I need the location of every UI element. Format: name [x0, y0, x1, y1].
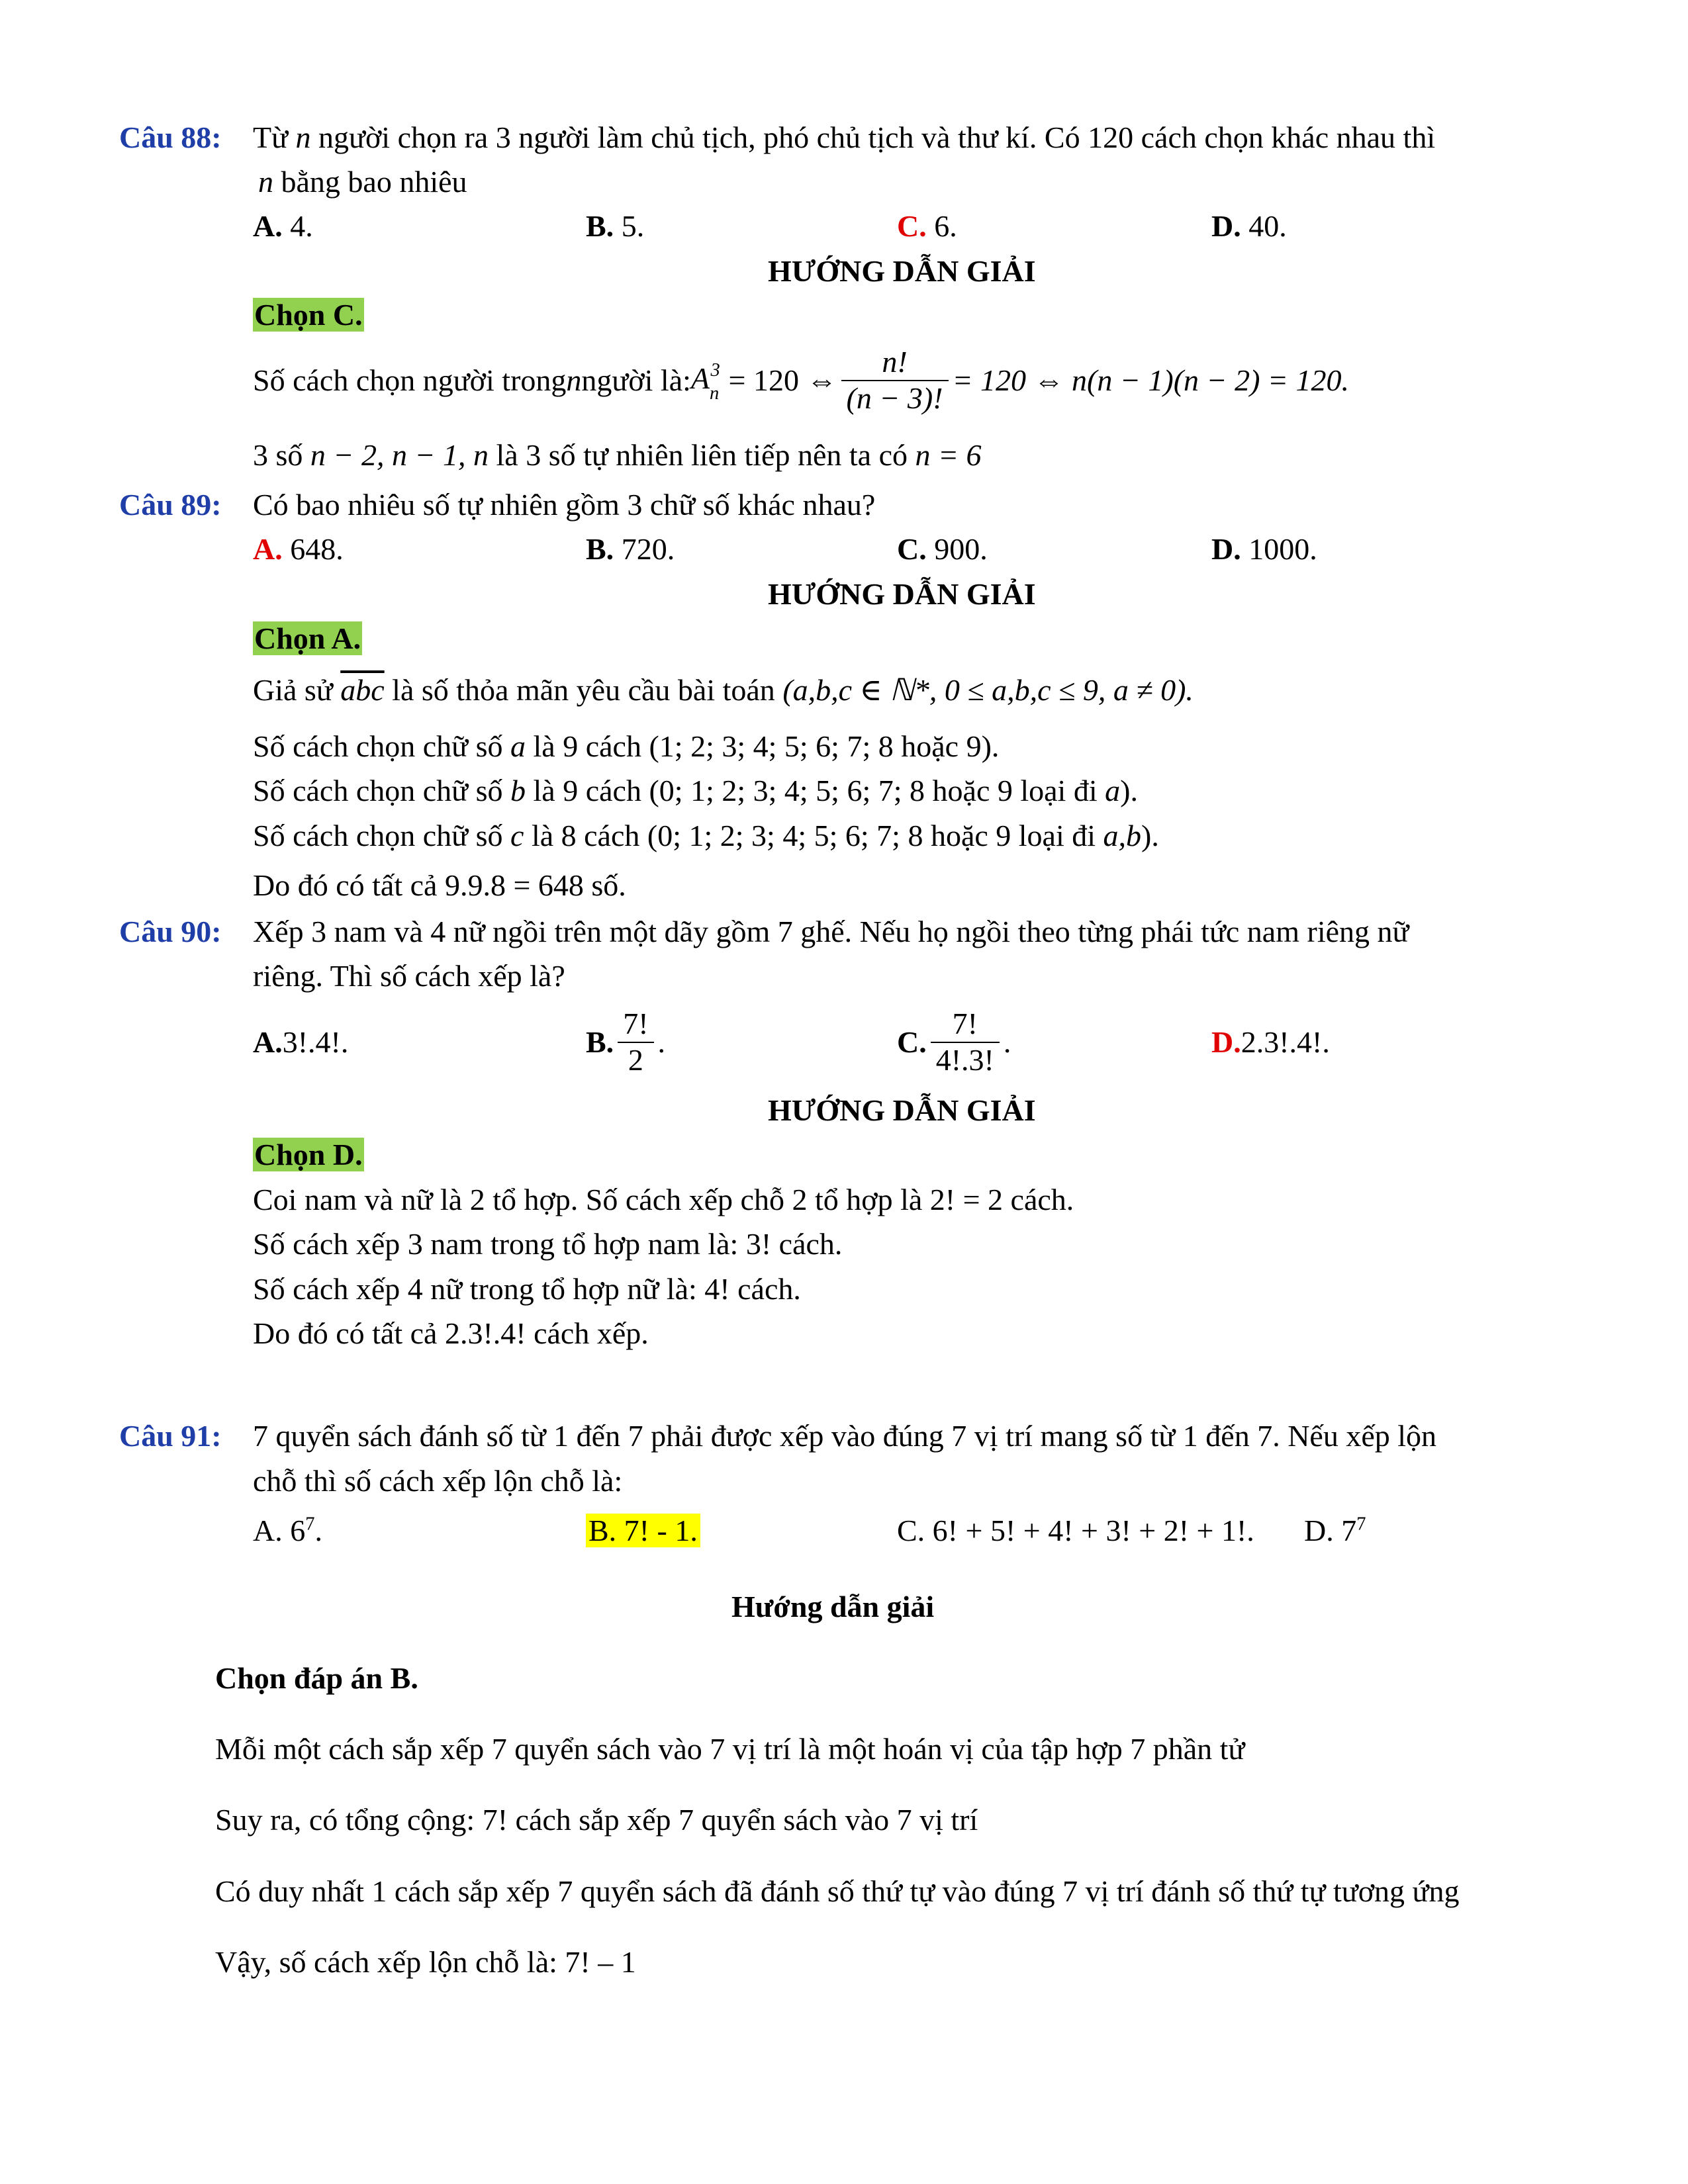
q88-option-d[interactable]: D. 40. [1211, 209, 1287, 243]
question-91-text-line2: chỗ thì số cách xếp lộn chỗ là: [253, 1464, 623, 1498]
question-88-label: Câu 88: [119, 120, 222, 154]
q90-option-c[interactable]: C. $\frac{7!}{4!.3!}$ . [897, 1007, 1011, 1077]
q88-option-b[interactable]: B. 5. [586, 209, 645, 243]
arrangement-symbol: $A_n^3$ [690, 359, 720, 404]
q91-option-c[interactable]: C. 6! + 5! + 4! + 3! + 2! + 1!. [897, 1514, 1254, 1547]
q88-fraction: $\frac{n!}{(n - 3)!}$ [841, 345, 949, 416]
q90-solution-line2: Số cách xếp 3 nam trong tổ hợp nam là: 3! cách. [253, 1227, 843, 1261]
q89-guide-title: HƯỚNG DẪN GIẢI [768, 577, 1036, 611]
q91-option-d[interactable]: D. $7^7$ [1304, 1514, 1366, 1547]
question-88-text: Từ n người chọn ra 3 người làm chủ tịch, phó chủ tịch và thư kí. Có 120 cách chọn khác nhau thì [253, 120, 1436, 154]
question-91-label: Câu 91: [119, 1419, 222, 1453]
q91-solution-line4: Vậy, số cách xếp lộn chỗ là: 7! – 1 [215, 1945, 636, 1979]
q91-answer: Chọn đáp án B. [215, 1661, 418, 1695]
q89-option-b[interactable]: B. 720. [586, 532, 675, 566]
q89-solution-line2: Số cách chọn chữ số a là 9 cách (1; 2; 3; 4; 5; 6; 7; 8 hoặc 9). [253, 729, 1000, 763]
q89-option-c[interactable]: C. 900. [897, 532, 988, 566]
q89-option-a[interactable]: A. 648. [253, 532, 344, 566]
question-89-text: Có bao nhiêu số tự nhiên gồm 3 chữ số khác nhau? [253, 488, 876, 522]
q91-solution-line1: Mỗi một cách sắp xếp 7 quyển sách vào 7 vị trí là một hoán vị của tập hợp 7 phần tử [215, 1732, 1245, 1766]
q90-solution-line1: Coi nam và nữ là 2 tổ hợp. Số cách xếp chỗ 2 tổ hợp là 2! = 2 cách. [253, 1183, 1074, 1216]
q90-option-d[interactable]: D. 2.3!.4!. [1211, 1025, 1330, 1060]
q89-solution-line4: Số cách chọn chữ số c là 8 cách (0; 1; 2; 3; 4; 5; 6; 7; 8 hoặc 9 loại đi a,b). [253, 819, 1159, 852]
question-89-label: Câu 89: [119, 488, 222, 522]
question-90-label: Câu 90: [119, 915, 222, 948]
q90-guide-title: HƯỚNG DẪN GIẢI [768, 1093, 1036, 1127]
q89-option-d[interactable]: D. 1000. [1211, 532, 1317, 566]
q89-answer: Chọn A. [254, 621, 361, 655]
q91-guide-title: Hướng dẫn giải [731, 1590, 935, 1623]
question-90-text-line2: riêng. Thì số cách xếp là? [253, 959, 565, 993]
q91-option-b[interactable]: B. 7! - 1. [586, 1512, 700, 1549]
q90-solution-line3: Số cách xếp 4 nữ trong tổ hợp nữ là: 4! cách. [253, 1272, 801, 1306]
q91-solution-line2: Suy ra, có tổng cộng: 7! cách sắp xếp 7 quyển sách vào 7 vị trí [215, 1803, 978, 1837]
q88-solution-line2: 3 số n − 2, n − 1, n là 3 số tự nhiên liên tiếp nên ta có n = 6 [253, 438, 982, 472]
q88-answer: Chọn C. [254, 298, 363, 332]
q90-option-b[interactable]: B. $\frac{7!}{2}$ . [586, 1007, 666, 1077]
q90-option-a[interactable]: A. 3!.4!. [253, 1025, 349, 1060]
q88-solution-line1: Số cách chọn người trong n người là: $A_n^3$ = 120 ⇔ $\frac{n!}{(n - 3)!}$ = 120 ⇔ n(n − 1)(n − 2) = 120. [253, 345, 1349, 415]
q88-option-c[interactable]: C. 6. [897, 209, 957, 243]
q88-option-a[interactable]: A. 4. [253, 209, 313, 243]
q90-answer: Chọn D. [254, 1138, 363, 1171]
q89-solution-line1: Giả sử $\overline{abc}$ là số thỏa mãn yêu cầu bài toán (a,b,c ∈ ℕ*, 0 ≤ a,b,c ≤ 9, a ≠ 0). [253, 673, 1194, 707]
q91-solution-line3: Có duy nhất 1 cách sắp xếp 7 quyển sách đã đánh số thứ tự vào đúng 7 vị trí đánh số thứ tự tương ứng [215, 1874, 1460, 1908]
q91-option-a[interactable]: A. $6^7$. [253, 1514, 322, 1547]
question-91-text: 7 quyển sách đánh số từ 1 đến 7 phải được xếp vào đúng 7 vị trí mang số từ 1 đến 7. Nếu xếp lộn [253, 1419, 1437, 1453]
question-88-text-line2: n bằng bao nhiêu [258, 165, 467, 199]
q88-guide-title: HƯỚNG DẪN GIẢI [768, 254, 1036, 288]
q89-solution-line5: Do đó có tất cả 9.9.8 = 648 số. [253, 868, 626, 902]
q90-solution-line4: Do đó có tất cả 2.3!.4! cách xếp. [253, 1316, 649, 1350]
q89-solution-line3: Số cách chọn chữ số b là 9 cách (0; 1; 2; 3; 4; 5; 6; 7; 8 hoặc 9 loại đi a). [253, 774, 1138, 807]
question-90-text: Xếp 3 nam và 4 nữ ngồi trên một dãy gồm 7 ghế. Nếu họ ngồi theo từng phái tức nam riêng nữ [253, 915, 1409, 948]
